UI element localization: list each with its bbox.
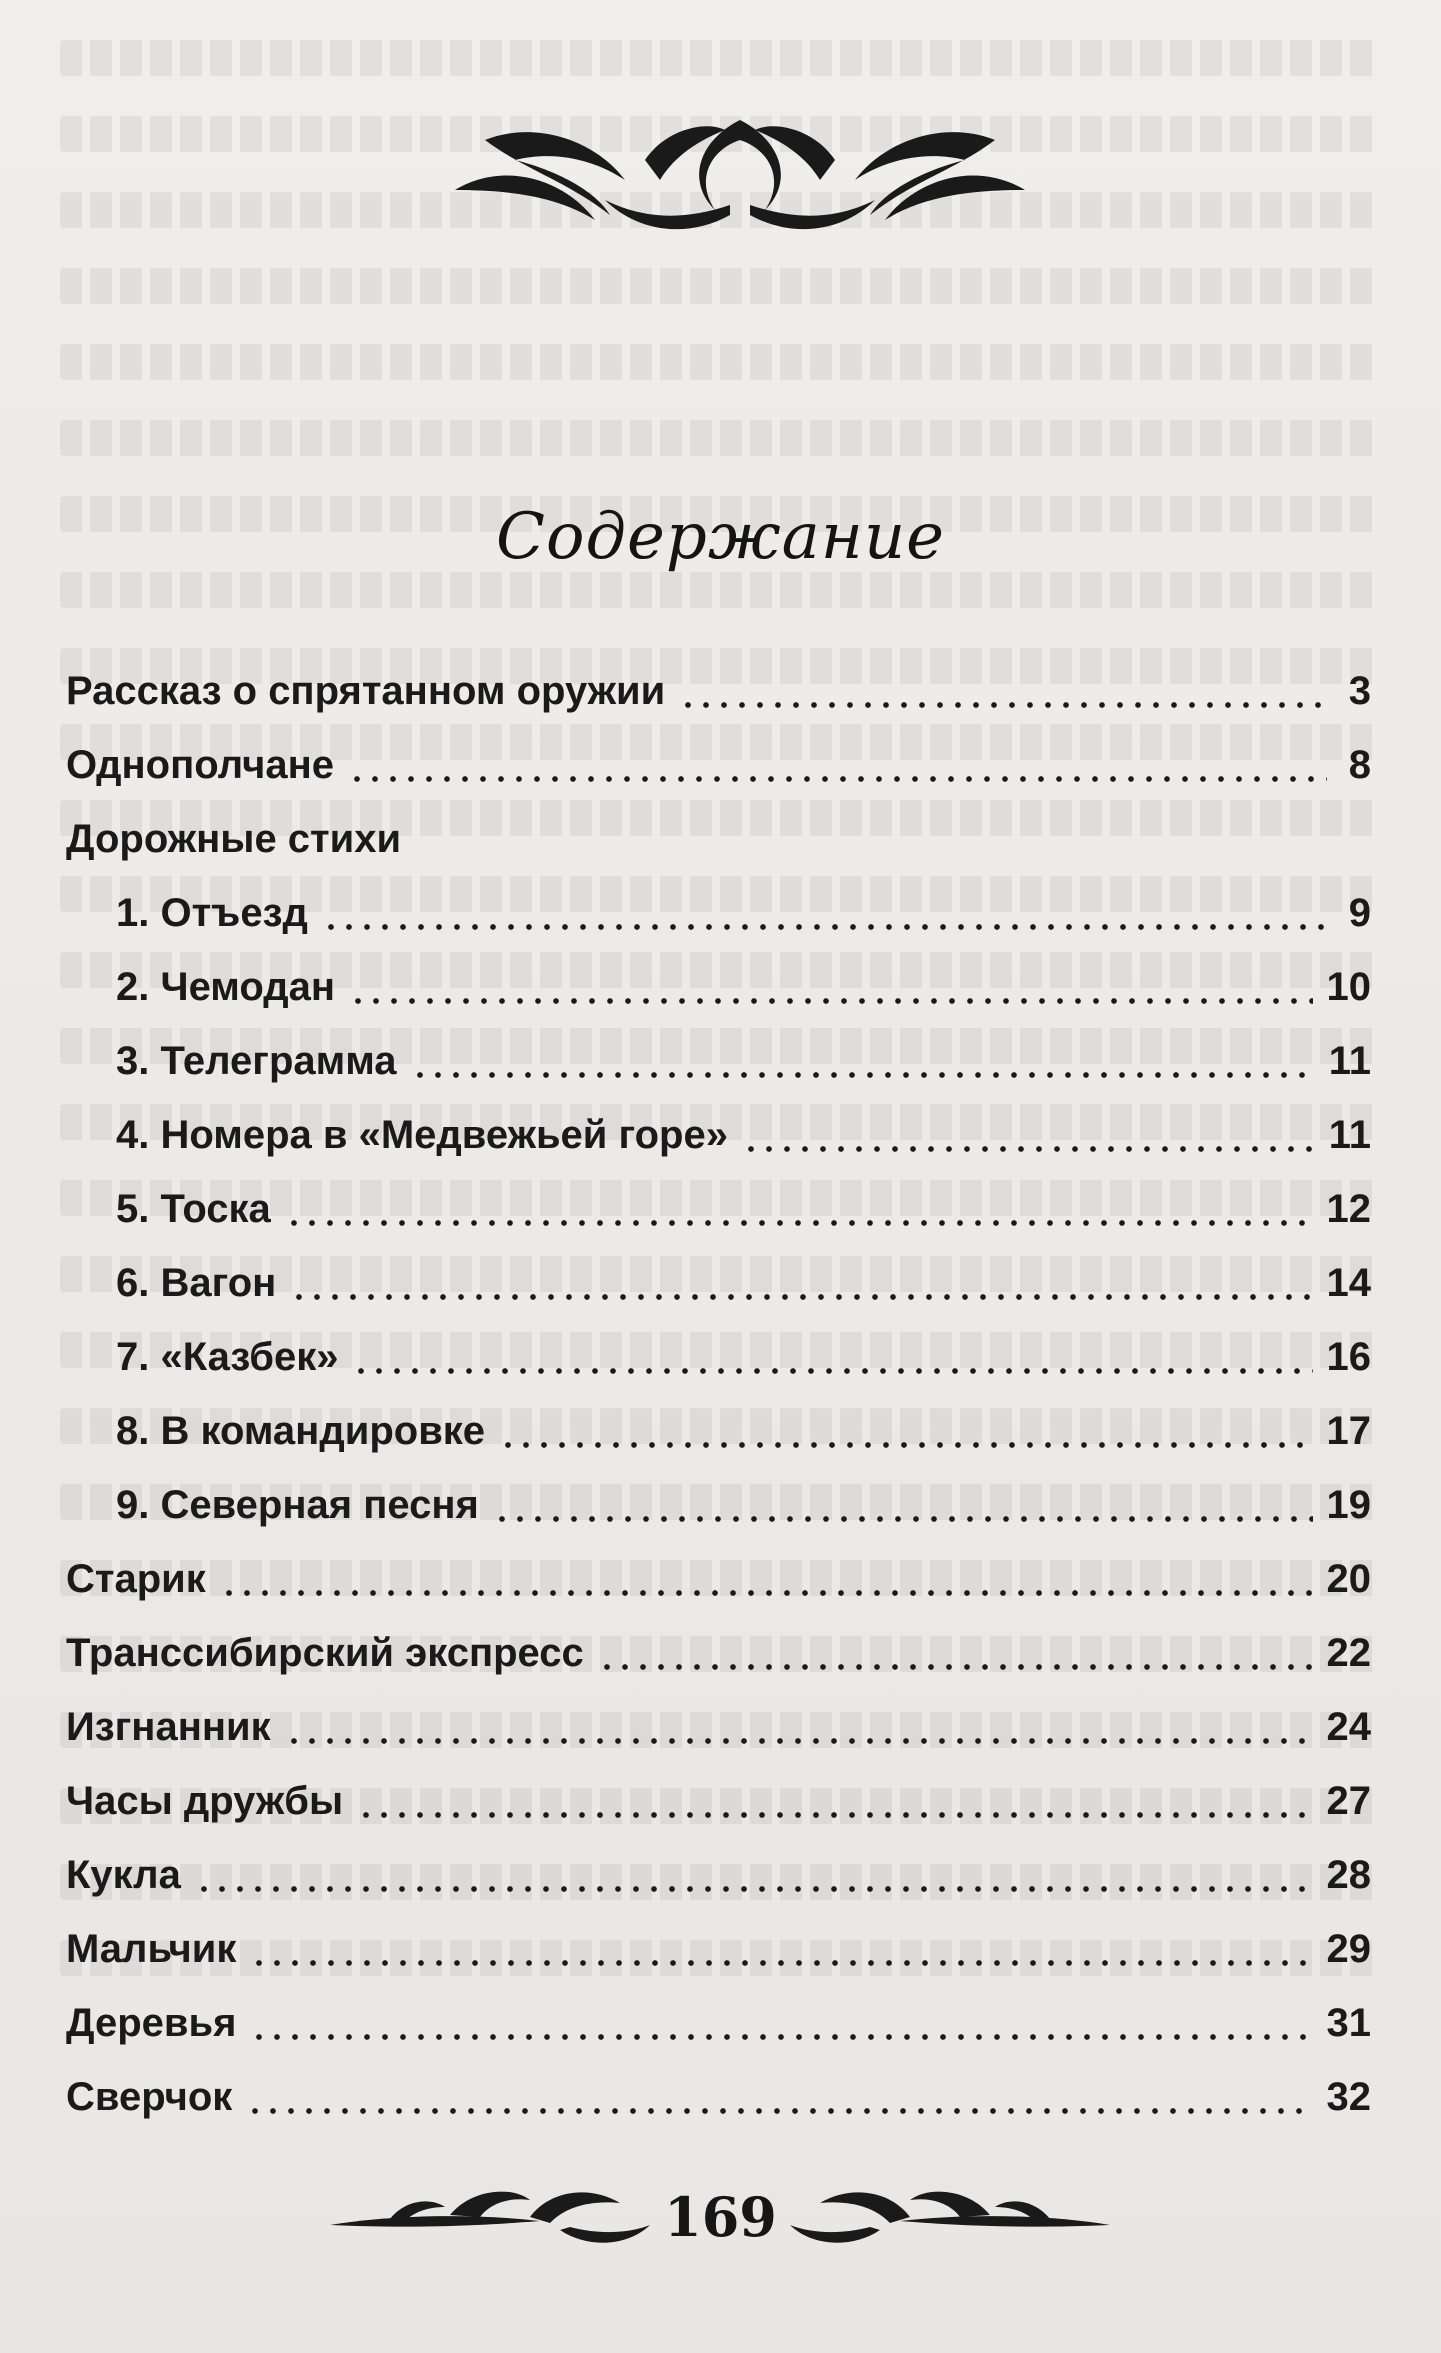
toc-entry-title: Изгнанник xyxy=(66,1705,271,1749)
toc-entry-page: 9 xyxy=(1348,891,1371,935)
toc-entry xyxy=(66,1010,1371,1084)
dot-leader xyxy=(679,670,1327,710)
toc-entry-page: 27 xyxy=(1326,1779,1371,1823)
page-number: 169 xyxy=(664,2185,777,2249)
dot-leader xyxy=(195,1854,1313,1894)
toc-entry xyxy=(66,862,1371,936)
toc-entry-page: 10 xyxy=(1326,965,1371,1009)
toc-entry xyxy=(66,1158,1371,1232)
dot-leader xyxy=(250,2002,1312,2042)
toc-entry-title: 5. Тоска xyxy=(116,1187,271,1231)
toc-entry-title: Однополчане xyxy=(66,743,334,787)
dot-leader xyxy=(285,1706,1313,1746)
dot-leader xyxy=(352,1336,1312,1376)
toc-entry-page: 20 xyxy=(1326,1557,1371,1601)
toc-entry-page: 12 xyxy=(1326,1187,1371,1231)
dot-leader xyxy=(322,892,1327,932)
dot-leader xyxy=(348,744,1327,784)
toc-entry xyxy=(66,2046,1371,2120)
toc-entry-title: Дорожные стихи xyxy=(66,817,402,861)
toc-entry-page: 11 xyxy=(1328,1113,1371,1157)
dot-leader xyxy=(742,1114,1315,1154)
toc-entry-title: 3. Телеграмма xyxy=(116,1039,397,1083)
toc-entry-title: 2. Чемодан xyxy=(116,965,336,1009)
toc-entry-title: 7. «Казбек» xyxy=(116,1335,339,1379)
toc-entry-title: Деревья xyxy=(66,2001,237,2045)
toc-entry-page: 28 xyxy=(1326,1853,1371,1897)
toc-entry xyxy=(66,1232,1371,1306)
toc-entry xyxy=(66,1676,1371,1750)
toc-entry-title: Старик xyxy=(66,1557,206,1601)
toc-entry xyxy=(66,1972,1371,2046)
table-of-contents xyxy=(66,640,1371,2120)
toc-entry-title: Часы дружбы xyxy=(66,1779,344,1823)
toc-entry-title: 1. Отъезд xyxy=(116,891,308,935)
page-title: Содержание xyxy=(495,500,946,574)
dot-leader xyxy=(493,1484,1313,1524)
toc-entry-page: 8 xyxy=(1348,743,1371,787)
toc-entry xyxy=(66,1602,1371,1676)
dot-leader xyxy=(220,1558,1313,1598)
toc-entry-page: 14 xyxy=(1326,1261,1371,1305)
toc-entry xyxy=(66,714,1371,788)
toc-entry xyxy=(66,1824,1371,1898)
toc-entry-page: 31 xyxy=(1326,2001,1371,2045)
toc-entry-title: 6. Вагон xyxy=(116,1261,277,1305)
toc-entry-title: Рассказ о спрятанном оружии xyxy=(66,669,666,713)
dot-leader xyxy=(499,1410,1312,1450)
dot-leader xyxy=(290,1262,1312,1302)
toc-entry-title: Сверчок xyxy=(66,2075,233,2119)
toc-entry-page: 32 xyxy=(1326,2075,1371,2119)
toc-entry-page: 19 xyxy=(1326,1483,1371,1527)
bottom-right-ornament-icon xyxy=(770,2175,1110,2255)
dot-leader xyxy=(357,1780,1312,1820)
toc-entry-page: 22 xyxy=(1326,1631,1371,1675)
toc-entry-page: 24 xyxy=(1326,1705,1371,1749)
toc-entry xyxy=(66,1898,1371,1972)
dot-leader xyxy=(349,966,1312,1006)
toc-entry xyxy=(66,1750,1371,1824)
toc-entry-title: 4. Номера в «Медвежьей горе» xyxy=(116,1113,728,1157)
toc-entry xyxy=(66,640,1371,714)
toc-entry-page: 16 xyxy=(1326,1335,1371,1379)
toc-entry-title: Кукла xyxy=(66,1853,181,1897)
top-ornament-icon xyxy=(445,100,1035,250)
toc-entry xyxy=(66,1454,1371,1528)
toc-entry xyxy=(66,1306,1371,1380)
toc-entry-title: Транссибирский экспресс xyxy=(66,1631,584,1675)
dot-leader xyxy=(285,1188,1313,1228)
dot-leader xyxy=(250,1928,1312,1968)
toc-entry xyxy=(66,1528,1371,1602)
toc-entry xyxy=(66,1084,1371,1158)
dot-leader xyxy=(411,1040,1315,1080)
toc-entry xyxy=(66,788,1371,862)
toc-entry xyxy=(66,1380,1371,1454)
toc-entry-title: 9. Северная песня xyxy=(116,1483,479,1527)
toc-entry xyxy=(66,936,1371,1010)
dot-leader xyxy=(598,1632,1313,1672)
toc-entry-page: 11 xyxy=(1328,1039,1371,1083)
toc-entry-page: 3 xyxy=(1348,669,1371,713)
toc-entry-title: Мальчик xyxy=(66,1927,237,1971)
toc-entry-title: 8. В командировке xyxy=(116,1409,486,1453)
toc-entry-page: 29 xyxy=(1326,1927,1371,1971)
dot-leader xyxy=(246,2076,1312,2116)
toc-entry-page: 17 xyxy=(1326,1409,1371,1453)
